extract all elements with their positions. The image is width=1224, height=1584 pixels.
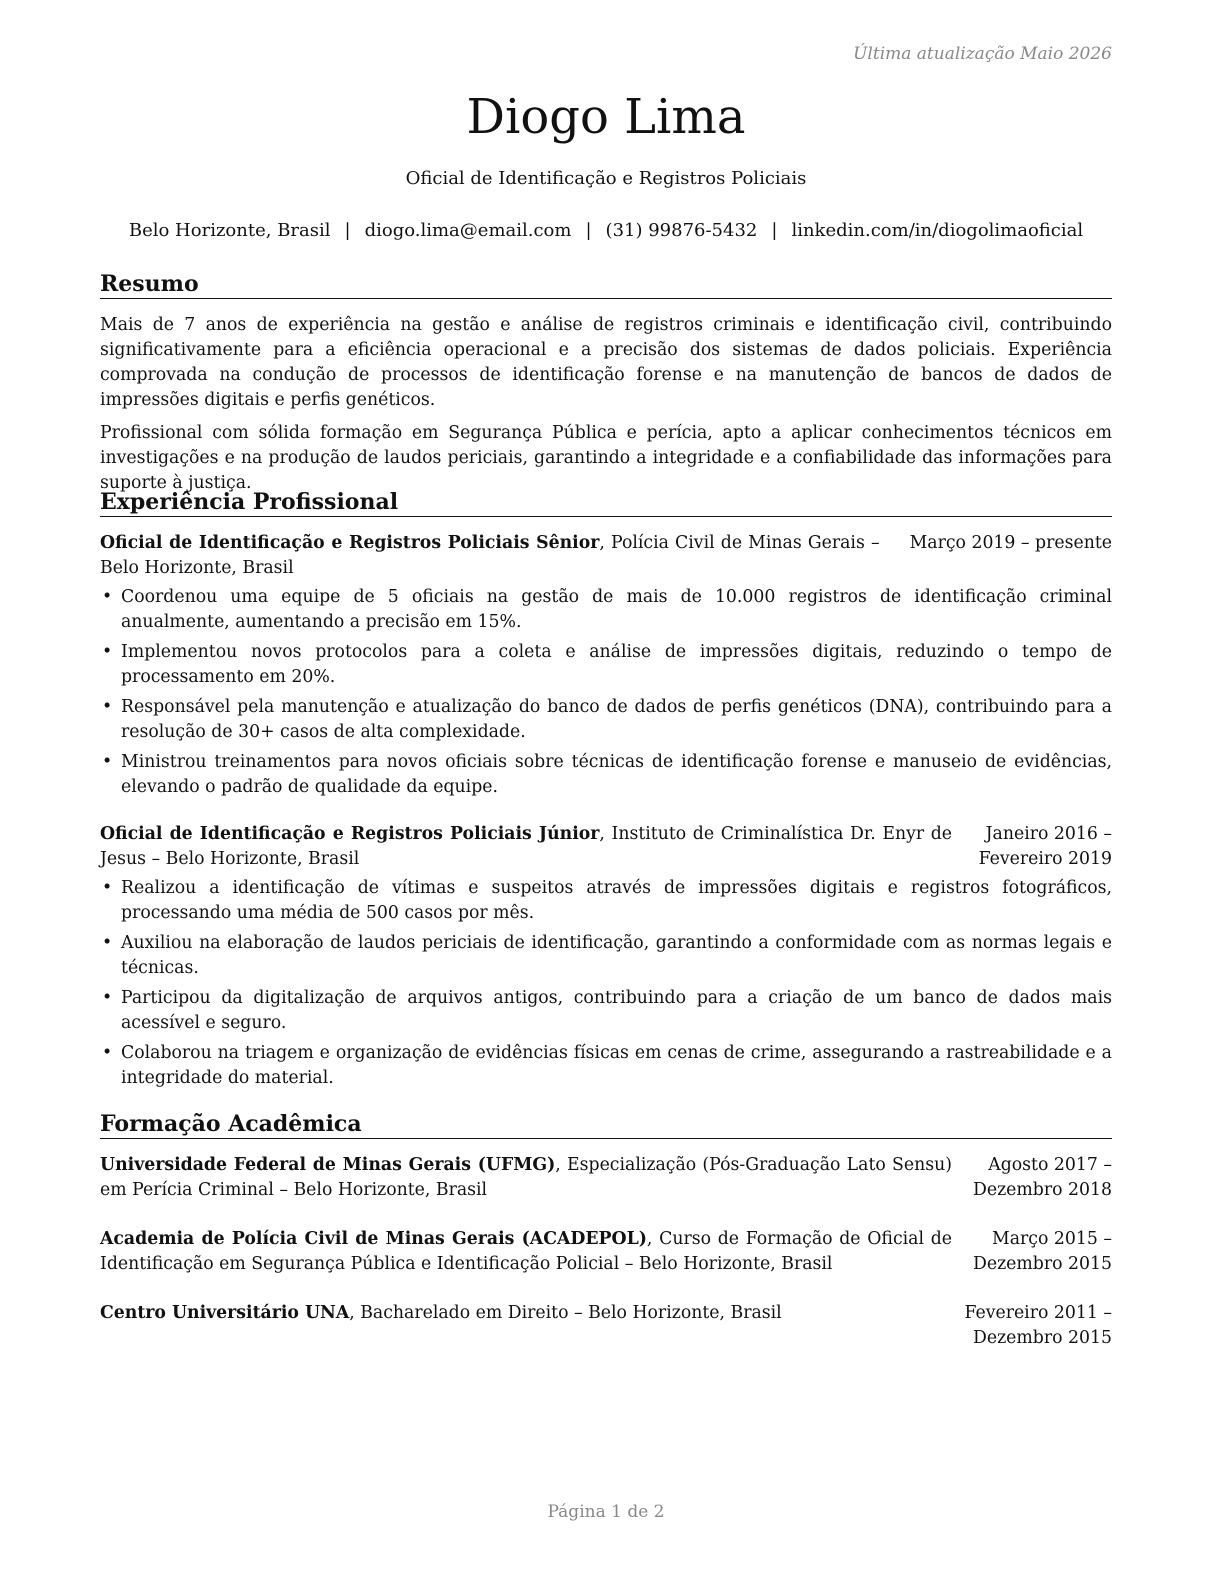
- entry-dates: Fevereiro 2011 – Dezembro 2015: [964, 1303, 1112, 1348]
- summary-heading: Resumo: [100, 270, 1112, 299]
- entry-role: Oficial de Identificação e Registros Policiais Júnior: [100, 824, 600, 844]
- entry-dates: Março 2019 – presente: [909, 533, 1112, 553]
- education-entry: [100, 1227, 1112, 1277]
- candidate-name: Diogo Lima: [466, 89, 746, 145]
- contact-separator: |: [771, 220, 778, 241]
- entry-title: [100, 531, 880, 581]
- entry-header: [100, 1227, 1112, 1277]
- entry-role: Oficial de Identificação e Registros Policiais Sênior: [100, 533, 600, 553]
- list-item: • Colaborou na triagem e organização de evidências físicas em cenas de crime, assegurando a rastreabilidade e a integridade do material.: [102, 1043, 1112, 1088]
- entry-school: Academia de Polícia Civil de Minas Gerais (ACADEPOL): [100, 1229, 647, 1249]
- list-item: • Coordenou uma equipe de 5 oficiais na gestão de mais de 10.000 registros de identificação criminal anualmente, aumentando a precisão em 15%.: [102, 587, 1112, 632]
- education-entry: [100, 1153, 1112, 1203]
- experience-entry: [100, 822, 1112, 1091]
- education-heading: Formação Acadêmica: [100, 1110, 1112, 1139]
- experience-heading: Experiência Profissional: [100, 488, 1112, 517]
- experience-section: [100, 488, 1112, 1101]
- education-section: [100, 1110, 1112, 1361]
- bullet-icon: •: [102, 988, 113, 1008]
- entry-school: Centro Universitário UNA: [100, 1303, 350, 1323]
- achievement-list: [100, 585, 1112, 800]
- entry-dates: Agosto 2017 – Dezembro 2018: [972, 1155, 1112, 1200]
- entry-dates: Março 2015 – Dezembro 2015: [972, 1229, 1112, 1274]
- list-item: • Ministrou treinamentos para novos oficiais sobre técnicas de identificação forense e manuseio de evidências, elevando o padrão de qualidade da equipe.: [102, 752, 1112, 797]
- contact-separator: |: [585, 220, 592, 241]
- list-item: • Responsável pela manutenção e atualização do banco de dados de perfis genéticos (DNA), contribuindo para a resolução de 30+ casos de alta complexidade.: [102, 697, 1112, 742]
- entry-header: [100, 1153, 1112, 1203]
- job-title: Oficial de Identificação e Registros Policiais: [405, 168, 807, 189]
- summary-paragraph: Profissional com sólida formação em Segurança Pública e perícia, apto a aplicar conhecimentos técnicos em investigações e na produção de laudos periciais, garantindo a integridade e a confiabilidade das informações para suporte à justiça.: [100, 423, 1112, 493]
- entry-title: [100, 1301, 952, 1351]
- entry-school: Universidade Federal de Minas Gerais (UFMG): [100, 1155, 556, 1175]
- contact-email[interactable]: diogo.lima@email.com: [364, 220, 572, 241]
- bullet-icon: •: [102, 587, 113, 607]
- entry-degree: , Especialização (Pós-Graduação Lato Sensu) em Perícia Criminal – Belo Horizonte, Brasil: [100, 1155, 952, 1200]
- bullet-icon: •: [102, 642, 113, 662]
- entry-header: [100, 1301, 1112, 1351]
- bullet-icon: •: [102, 697, 113, 717]
- entry-organization: , Polícia Civil de Minas Gerais – Belo Horizonte, Brasil: [100, 533, 880, 578]
- summary-paragraph: Mais de 7 anos de experiência na gestão e análise de registros criminais e identificação civil, contribuindo significativamente para a eficiência operacional e a precisão dos sistemas de dados policiais. Experiência comprovada na condução de processos de identificação forense e na manutenção de bancos de dados de impressões digitais e perfis genéticos.: [100, 315, 1112, 410]
- bullet-icon: •: [102, 933, 113, 953]
- last-updated: Última atualização Maio 2026: [853, 44, 1112, 64]
- entry-title: [100, 1153, 952, 1203]
- list-item: • Participou da digitalização de arquivos antigos, contribuindo para a criação de um banco de dados mais acessível e seguro.: [102, 988, 1112, 1033]
- summary-section: [100, 270, 1112, 504]
- contact-phone: (31) 99876-5432: [605, 220, 758, 241]
- contact-linkedin[interactable]: linkedin.com/in/diogolimaoficial: [791, 220, 1084, 241]
- entry-dates: Janeiro 2016 – Fevereiro 2019: [978, 824, 1112, 869]
- entry-header: [100, 531, 1112, 581]
- entry-title: [100, 1227, 952, 1277]
- list-item: • Realizou a identificação de vítimas e suspeitos através de impressões digitais e registros fotográficos, processando uma média de 500 casos por mês.: [102, 878, 1112, 923]
- education-entry: [100, 1301, 1112, 1351]
- resume-page: [100, 0, 1112, 1584]
- contact-location: Belo Horizonte, Brasil: [128, 220, 331, 241]
- entry-degree: , Curso de Formação de Oficial de Identificação em Segurança Pública e Identificação Policial – Belo Horizonte, Brasil: [100, 1229, 952, 1274]
- experience-entry: [100, 531, 1112, 800]
- bullet-icon: •: [102, 752, 113, 772]
- page-number: Página 1 de 2: [547, 1502, 665, 1522]
- achievement-list: [100, 876, 1112, 1091]
- entry-title: [100, 822, 952, 872]
- contact-separator: |: [344, 220, 351, 241]
- contact-line: [100, 219, 1112, 243]
- entry-degree: , Bacharelado em Direito – Belo Horizonte, Brasil: [349, 1303, 782, 1323]
- entry-organization: , Instituto de Criminalística Dr. Enyr de Jesus – Belo Horizonte, Brasil: [100, 824, 952, 869]
- entry-header: [100, 822, 1112, 872]
- bullet-icon: •: [102, 1043, 113, 1063]
- bullet-icon: •: [102, 878, 113, 898]
- list-item: • Auxiliou na elaboração de laudos periciais de identificação, garantindo a conformidade com as normas legais e técnicas.: [102, 933, 1112, 978]
- list-item: • Implementou novos protocolos para a coleta e análise de impressões digitais, reduzindo o tempo de processamento em 20%.: [102, 642, 1112, 687]
